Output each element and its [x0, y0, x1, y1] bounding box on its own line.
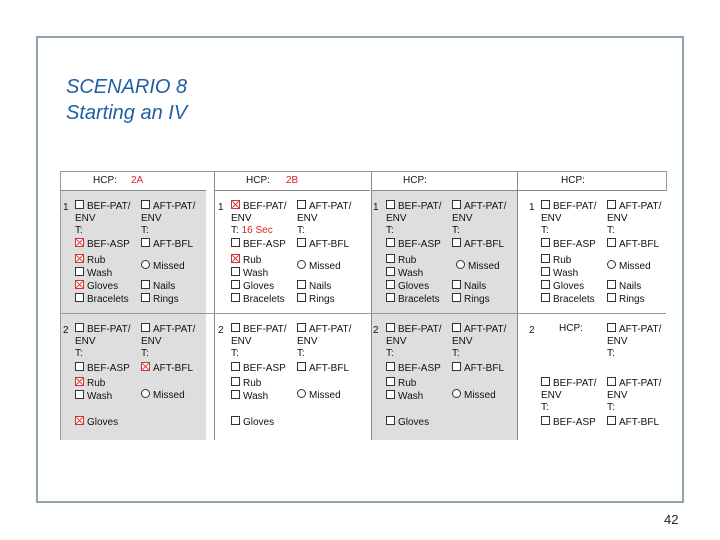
title-line-1: SCENARIO 8: [66, 76, 188, 98]
aft-pat-checkbox[interactable]: AFT-PAT/: [297, 323, 351, 336]
aft-pat-checkbox[interactable]: AFT-PAT/: [297, 200, 351, 213]
env-label: ENV: [607, 390, 628, 401]
column-4-header: [517, 172, 666, 191]
hcp-label: HCP:: [246, 175, 270, 186]
missed-radio[interactable]: Missed: [297, 389, 341, 402]
rings-checkbox[interactable]: Rings: [452, 293, 490, 306]
aft-pat-checkbox[interactable]: AFT-PAT/: [452, 200, 506, 213]
t-label: T:: [541, 225, 549, 236]
t-label: T:: [452, 348, 460, 359]
aft-bfl-checkbox[interactable]: AFT-BFL: [452, 362, 504, 375]
env-label: ENV: [541, 390, 562, 401]
column-3-header: [371, 172, 517, 191]
env-label: ENV: [386, 336, 407, 347]
aft-bfl-checkbox[interactable]: AFT-BFL: [452, 238, 504, 251]
gloves-checkbox[interactable]: Gloves: [231, 416, 274, 429]
env-label: ENV: [231, 213, 252, 224]
env-label: ENV: [452, 213, 473, 224]
env-label: ENV: [452, 336, 473, 347]
rub-checkbox[interactable]: Rub: [75, 377, 105, 390]
bef-asp-checkbox[interactable]: BEF-ASP: [75, 238, 130, 251]
env-label: ENV: [231, 336, 252, 347]
row-number: 2: [373, 325, 379, 336]
env-label: ENV: [607, 213, 628, 224]
aft-bfl-checkbox[interactable]: AFT-BFL: [141, 362, 193, 375]
t-label: T:: [75, 225, 83, 236]
missed-radio[interactable]: Missed: [452, 389, 496, 402]
bef-asp-checkbox[interactable]: BEF-ASP: [75, 362, 130, 375]
bef-asp-checkbox[interactable]: BEF-ASP: [386, 238, 441, 251]
bef-pat-checkbox[interactable]: BEF-PAT/: [75, 200, 131, 213]
env-label: ENV: [297, 213, 318, 224]
missed-radio[interactable]: Missed: [456, 260, 500, 273]
env-label: ENV: [75, 336, 96, 347]
aft-pat-checkbox[interactable]: AFT-PAT/: [452, 323, 506, 336]
gloves-checkbox[interactable]: Gloves: [231, 280, 274, 293]
t-label: T:: [607, 402, 615, 413]
wash-checkbox[interactable]: Wash: [386, 267, 423, 280]
hcp-label: HCP:: [403, 175, 427, 186]
rings-checkbox[interactable]: Rings: [297, 293, 335, 306]
nails-checkbox[interactable]: Nails: [297, 280, 331, 293]
row-number: 1: [529, 202, 535, 213]
column-4-panel: [517, 191, 667, 440]
env-label: ENV: [141, 336, 162, 347]
nails-checkbox[interactable]: Nails: [452, 280, 486, 293]
env-label: ENV: [386, 213, 407, 224]
wash-checkbox[interactable]: Wash: [231, 267, 268, 280]
wash-checkbox[interactable]: Wash: [231, 390, 268, 403]
bef-pat-checkbox[interactable]: BEF-PAT/: [541, 377, 597, 390]
gloves-checkbox[interactable]: Gloves: [386, 280, 429, 293]
env-label: ENV: [541, 213, 562, 224]
t-label: T:: [386, 348, 394, 359]
env-label: ENV: [141, 213, 162, 224]
timer-note: 16 Sec: [241, 225, 273, 236]
t-label: T:: [386, 225, 394, 236]
t-label: T: 16 Sec: [231, 225, 273, 236]
gloves-checkbox[interactable]: Gloves: [75, 280, 118, 293]
t-label: T:: [141, 225, 149, 236]
gloves-checkbox[interactable]: Gloves: [386, 416, 429, 429]
column-divider: [371, 172, 372, 440]
column-divider: [214, 172, 215, 440]
row-number: 1: [63, 202, 69, 213]
aft-pat-checkbox[interactable]: AFT-PAT/: [607, 323, 661, 336]
column-2-header: [214, 172, 370, 191]
hcp-label: HCP:: [93, 175, 117, 186]
aft-pat-checkbox[interactable]: AFT-PAT/: [141, 200, 195, 213]
aft-bfl-checkbox[interactable]: AFT-BFL: [607, 238, 659, 251]
hand-hygiene-observation-form: [60, 171, 667, 440]
t-label: T:: [231, 348, 239, 359]
bef-pat-checkbox[interactable]: BEF-PAT/: [541, 200, 597, 213]
row-number: 2: [218, 325, 224, 336]
row-number: 2: [63, 325, 69, 336]
bef-pat-checkbox[interactable]: BEF-PAT/: [231, 200, 287, 213]
t-label: T:: [452, 225, 460, 236]
t-label: T:: [607, 225, 615, 236]
bracelets-checkbox[interactable]: Bracelets: [541, 293, 595, 306]
t-label: T:: [541, 402, 549, 413]
t-label: T:: [141, 348, 149, 359]
rub-checkbox[interactable]: Rub: [386, 254, 416, 267]
bef-asp-checkbox[interactable]: BEF-ASP: [231, 362, 286, 375]
bef-asp-checkbox[interactable]: BEF-ASP: [231, 238, 286, 251]
missed-radio[interactable]: Missed: [141, 260, 185, 273]
aft-bfl-checkbox[interactable]: AFT-BFL: [141, 238, 193, 251]
aft-bfl-checkbox[interactable]: AFT-BFL: [297, 362, 349, 375]
rub-checkbox[interactable]: Rub: [231, 254, 261, 267]
bef-asp-checkbox[interactable]: BEF-ASP: [541, 238, 596, 251]
page-number: 42: [664, 512, 679, 527]
row-number: 1: [218, 202, 224, 213]
row-number: 2: [529, 325, 535, 336]
title-line-2: Starting an IV: [66, 102, 188, 124]
bef-asp-checkbox[interactable]: BEF-ASP: [386, 362, 441, 375]
bef-pat-checkbox[interactable]: BEF-PAT/: [386, 200, 442, 213]
aft-pat-checkbox[interactable]: AFT-PAT/: [607, 377, 661, 390]
env-label: ENV: [607, 336, 628, 347]
column-divider: [517, 172, 518, 440]
hcp-label: HCP:: [561, 175, 585, 186]
env-label: ENV: [297, 336, 318, 347]
rub-checkbox[interactable]: Rub: [231, 377, 261, 390]
column-gap: [206, 191, 214, 440]
wash-checkbox[interactable]: Wash: [75, 390, 112, 403]
missed-radio[interactable]: Missed: [141, 389, 185, 402]
rub-checkbox[interactable]: Rub: [75, 254, 105, 267]
bef-pat-checkbox[interactable]: BEF-PAT/: [386, 323, 442, 336]
bracelets-checkbox[interactable]: Bracelets: [231, 293, 285, 306]
bef-pat-checkbox[interactable]: BEF-PAT/: [75, 323, 131, 336]
aft-bfl-checkbox[interactable]: AFT-BFL: [297, 238, 349, 251]
aft-pat-checkbox[interactable]: AFT-PAT/: [607, 200, 661, 213]
aft-pat-checkbox[interactable]: AFT-PAT/: [141, 323, 195, 336]
bef-pat-checkbox[interactable]: BEF-PAT/: [231, 323, 287, 336]
t-label: T:: [297, 225, 305, 236]
rub-checkbox[interactable]: Rub: [386, 377, 416, 390]
t-label: T:: [75, 348, 83, 359]
nails-checkbox[interactable]: Nails: [607, 280, 641, 293]
env-label: ENV: [75, 213, 96, 224]
bef-asp-checkbox[interactable]: BEF-ASP: [541, 416, 596, 429]
missed-radio[interactable]: Missed: [297, 260, 341, 273]
t-label: T:: [297, 348, 305, 359]
bracelets-checkbox[interactable]: Bracelets: [386, 293, 440, 306]
rings-checkbox[interactable]: Rings: [607, 293, 645, 306]
hcp-value: 2A: [131, 175, 144, 186]
slide-title: [66, 74, 187, 126]
wash-checkbox[interactable]: Wash: [541, 267, 578, 280]
hcp-label: HCP:: [559, 323, 583, 334]
column-1-header: [61, 172, 206, 191]
rub-checkbox[interactable]: Rub: [541, 254, 571, 267]
rings-checkbox[interactable]: Rings: [141, 293, 179, 306]
bracelets-checkbox[interactable]: Bracelets: [75, 293, 129, 306]
row-divider: [61, 313, 666, 314]
wash-checkbox[interactable]: Wash: [386, 390, 423, 403]
missed-radio[interactable]: Missed: [607, 260, 651, 273]
hcp-value: 2B: [286, 175, 299, 186]
gloves-checkbox[interactable]: Gloves: [541, 280, 584, 293]
row-number: 1: [373, 202, 379, 213]
aft-bfl-checkbox[interactable]: AFT-BFL: [607, 416, 659, 429]
t-label: T:: [607, 348, 615, 359]
nails-checkbox[interactable]: Nails: [141, 280, 175, 293]
wash-checkbox[interactable]: Wash: [75, 267, 112, 280]
gloves-checkbox[interactable]: Gloves: [75, 416, 118, 429]
